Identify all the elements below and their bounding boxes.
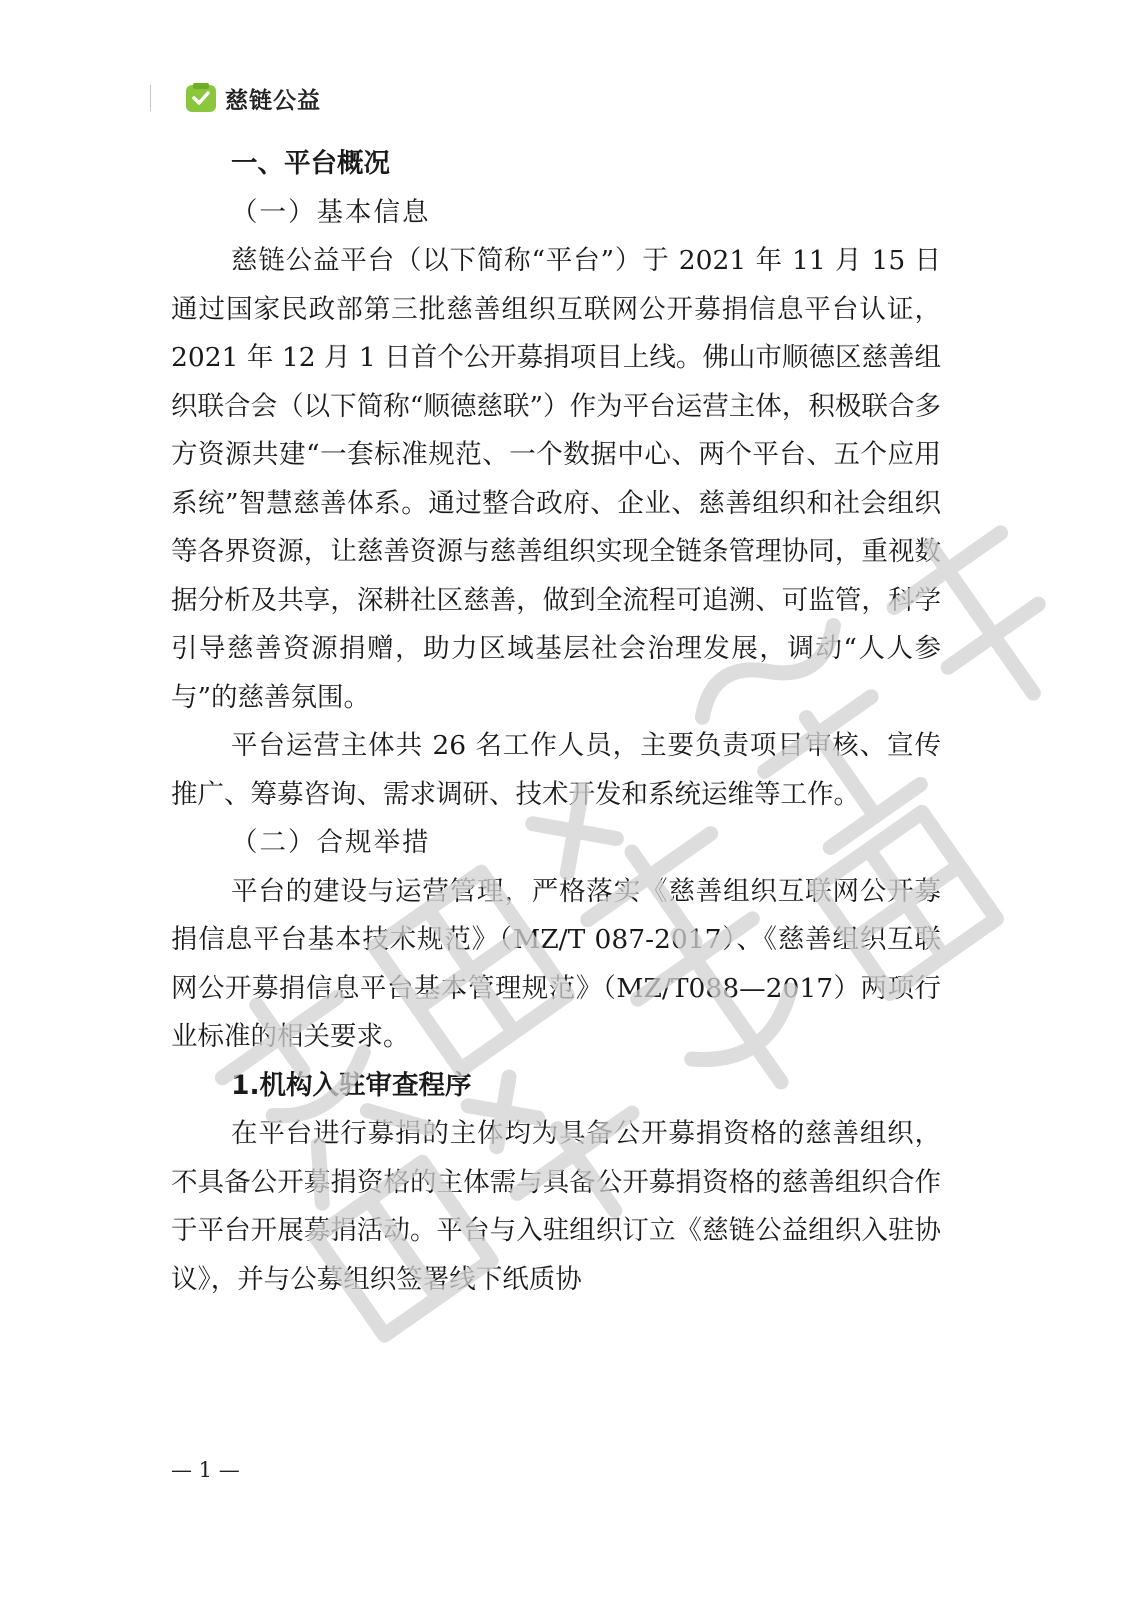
page-header <box>150 78 321 118</box>
page-number: — 1 — <box>171 1458 240 1482</box>
paragraph-staff: 平台运营主体共 26 名工作人员，主要负责项目审核、宣传推广、筹募咨询、需求调研、技术开发和系统运维等工作。 <box>171 730 941 810</box>
header-divider <box>150 85 151 111</box>
paragraph-platform-overview: 慈链公益平台（以下简称“平台”）于 2021 年 11 月 15 日通过国家民政部第三批慈善组织互联网公开募捐信息平台认证，2021 年 12 月 1 日首个公开募捐项目上线。佛山市顺德区慈善组织联合会（以下简称“顺德慈联”）作为平台运营主体，积极联合多方资源共建“一套标准规范、一个数据中心、两个平台、五个应用系统”智慧慈善体系。通过整合政府、企业、慈善组织和社会组织等各界资源，让慈善资源与慈善组织实现全链条管理协同，重视数据分析及共享，深耕社区慈善，做到全流程可追溯、可监管，科学引导慈善资源捐赠，助力区域基层社会治理发展，调动“人人参与”的慈善氛围。 <box>171 245 941 713</box>
brand-name: 慈链公益 <box>225 87 321 114</box>
subsection-heading-basic-info: （一）基本信息 <box>231 196 431 228</box>
numbered-heading-entry-review: 1.机构入驻审查程序 <box>231 1069 472 1101</box>
paragraph-entry-review: 在平台进行募捐的主体均为具备公开募捐资格的慈善组织，不具备公开募捐资格的主体需与具备公开募捐资格的慈善组织合作于平台开展募捐活动。平台与入驻组织订立《慈链公益组织入驻协议》，并与公募组织签署线下纸质协 <box>171 1118 941 1295</box>
subsection-heading-compliance: （二）合规举措 <box>231 827 431 858</box>
paragraph-standards: 平台的建设与运营管理，严格落实《慈善组织互联网公开募捐信息平台基本技术规范》（MZ/T 087-2017）、《慈善组织互联网公开募捐信息平台基本管理规范》（MZ/T088—2017）两项行业标准的相关要求。 <box>171 875 941 1052</box>
document-body <box>171 140 941 1304</box>
section-heading: 一、平台概况 <box>231 148 390 179</box>
box-check-icon <box>185 82 217 114</box>
